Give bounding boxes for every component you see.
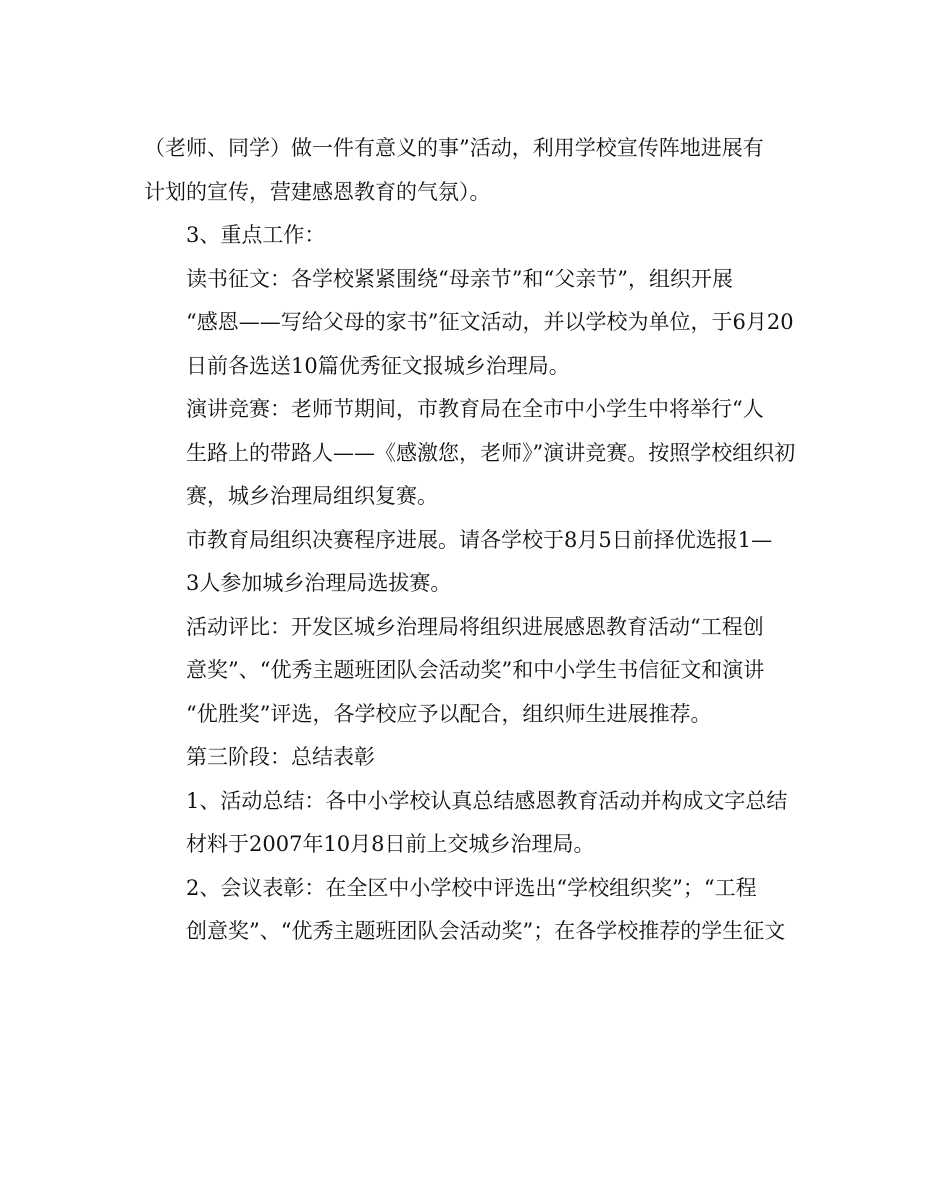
paragraph	[144, 780, 814, 867]
text-line: 活动评比：开发区城乡治理局将组织进展感恩教育活动“工程创	[186, 614, 764, 639]
paragraph	[144, 127, 814, 214]
paragraph	[144, 214, 814, 258]
text-line: 2、会议表彰：在全区中小学校中评选出“学校组织奖”；“工程	[186, 875, 757, 900]
text-line: 计划的宣传，营建感恩教育的气氛）。	[144, 179, 491, 204]
paragraph	[144, 736, 814, 780]
text-line: “感恩——写给父母的家书”征文活动，并以学校为单位，于6月20	[186, 310, 794, 334]
text-line: 市教育局组织决赛程序进展。请各学校于8月5日前择优选报1—	[186, 527, 773, 552]
text-line: 3、重点工作：	[186, 223, 326, 247]
text-line: 材料于2007年10月8日前上交城乡治理局。	[186, 832, 595, 856]
text-line: “优胜奖”评选，各学校应予以配合，组织师生进展推荐。	[186, 701, 712, 726]
document-body	[144, 127, 814, 954]
text-line: 生路上的带路人——《感激您，老师》”演讲竞赛。按照学校组织初	[186, 440, 796, 465]
text-line: 读书征文：各学校紧紧围绕“母亲节”和“父亲节”，组织开展	[186, 266, 733, 291]
text-line: 赛，城乡治理局组织复赛。	[186, 484, 438, 508]
text-line: 意奖”、“优秀主题班团队会活动奖”和中小学生书信征文和演讲	[186, 658, 765, 682]
text-line: 日前各选送10篇优秀征文报城乡治理局。	[186, 353, 570, 378]
text-line: （老师、同学）做一件有意义的事”活动，利用学校宣传阵地进展有	[144, 136, 764, 160]
text-line: 创意奖”、“优秀主题班团队会活动奖”；在各学校推荐的学生征文	[186, 919, 786, 943]
paragraph	[144, 519, 814, 606]
text-line: 演讲竞赛：老师节期间，市教育局在全市中小学生中将举行“人	[186, 397, 764, 421]
text-line: 第三阶段：总结表彰	[186, 745, 375, 769]
paragraph	[144, 867, 814, 954]
paragraph	[144, 258, 814, 389]
paragraph	[144, 606, 814, 737]
text-line: 1、活动总结：各中小学校认真总结感恩教育活动并构成文字总结	[186, 788, 788, 813]
text-line: 3人参加城乡治理局选拔赛。	[186, 571, 452, 595]
paragraph	[144, 388, 814, 519]
